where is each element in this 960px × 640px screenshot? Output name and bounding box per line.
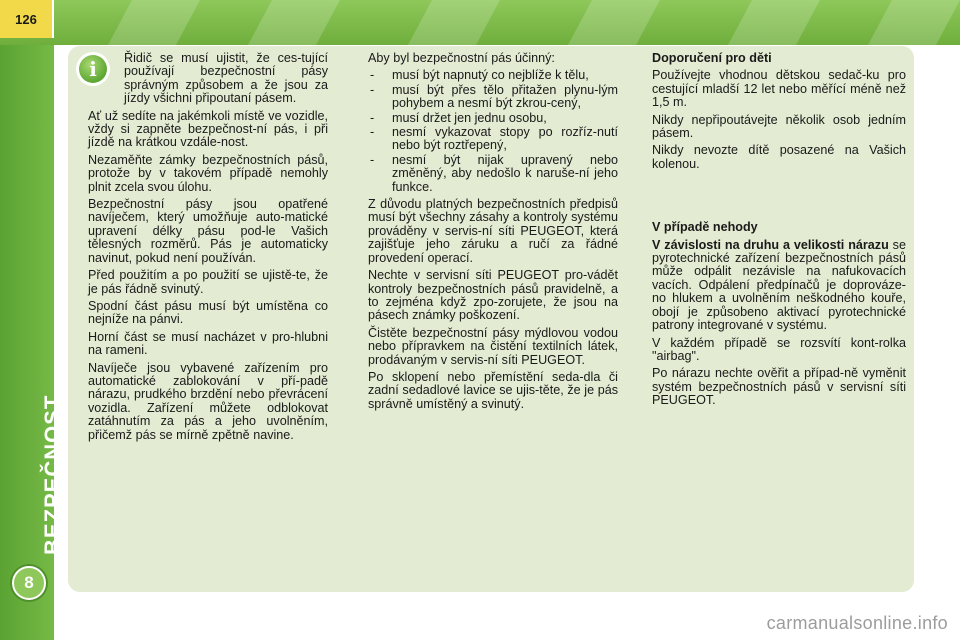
list-item: - nesmí vykazovat stopy po rozříz-nutí nebo být roztřepený, [368, 126, 618, 153]
list-item: - musí být napnutý co nejblíže k tělu, [368, 69, 618, 82]
accident-text: se pyrotechnické zařízení bezpečnostních pásů může odpálit nezávisle na nafukovacích vacích. Odpálení předpínačů je doprováze-no hlukem a uvolněním neškodného kouře, obojí je způsobeno aktivací pyrotechnické patrony integrované v systému. [652, 237, 906, 333]
children-heading: Doporučení pro děti [652, 51, 772, 65]
paragraph: Po nárazu nechte ověřit a případ-ně vyměnit systém bezpečnostních pásů v servisní síti PEUGEOT. [652, 366, 906, 408]
paragraph: Bezpečnostní pásy jsou opatřené navíječem, který umožňuje auto-matické upravení délky pásu pod-le Vašich tělesných rozměrů. Pás je automaticky navinut, pokud není používán. [88, 197, 328, 265]
header-band [0, 0, 960, 45]
paragraph: Navíječe jsou vybavené zařízením pro automatické zablokování v pří-padě nárazu, prudkého brzdění nebo převrácení vozidla. Zařízení můžete odblokovat zatáhnutím za pás a jeho uvolněním, přičemž pás se mírně zpětně navine. [88, 360, 328, 442]
info-icon: i [76, 52, 110, 86]
column-middle [368, 52, 618, 415]
chapter-badge: 8 [12, 566, 46, 600]
paragraph: Horní část se musí nacházet v pro-hlubni na rameni. [88, 329, 328, 358]
paragraph: Z důvodu platných bezpečnostních předpisů musí být všechny zásahy a kontroly systému prováděny v servis-ní síti PEUGEOT, která zajišťuje jeho záruku a ručí za řádné provedení operací. [368, 197, 618, 265]
watermark: carmanualsonline.info [766, 613, 948, 633]
paragraph: Spodní část pásu musí být umístěna co nejníže na pánvi. [88, 298, 328, 327]
header-decoration [551, 0, 670, 45]
paragraph: Nechte v servisní síti PEUGEOT pro-vádět kontroly bezpečnostních pásů pravidelně, a to zejména když zpo-zorujete, že jsou na pásech známky poškození. [368, 268, 618, 323]
accident-bold-lead: V závislosti na druhu a velikosti nárazu [652, 237, 889, 252]
list-item: - musí držet jen jednu osobu, [368, 112, 618, 125]
spacer [652, 175, 906, 221]
section-title: BEZPEČNOST [40, 394, 65, 555]
header-decoration [851, 0, 960, 45]
list-lead: Aby byl bezpečnostní pás účinný: [368, 51, 555, 65]
intro-paragraph: Řidič se musí ujistit, že ces-tující používají bezpečnostní pásy správným způsobem a že jsou za jízdy všichni připoutaní pásem. [124, 51, 328, 106]
header-decoration [231, 0, 350, 45]
paragraph: Ať už sedíte na jakémkoli místě ve vozidle, vždy si zapněte bezpečnost-ní pás, i při jízdě na krátkou vzdále-nost. [88, 108, 328, 150]
paragraph: Nezaměňte zámky bezpečnostních pásů, protože by v takovém případě nemohly plnit zcela svou úlohu. [88, 152, 328, 194]
requirements-list [368, 69, 618, 194]
paragraph: Čistěte bezpečnostní pásy mýdlovou vodou nebo přípravkem na čistění textilních látek, prodávaným v servis-ní síti PEUGEOT. [368, 325, 618, 367]
accident-heading: V případě nehody [652, 220, 758, 235]
header-decoration [711, 0, 830, 45]
column-right [652, 52, 906, 412]
paragraph: Po sklopení nebo přemístění seda-dla či zadní sedadlové lavice se ujis-těte, že je pás správně umístěný a svinutý. [368, 369, 618, 411]
paragraph: V každém případě se rozsvítí kont-rolka "airbag". [652, 335, 906, 363]
column-left [88, 52, 328, 446]
paragraph: Nikdy nepřipoutávejte několik osob jedním pásem. [652, 112, 906, 141]
paragraph: Používejte vhodnou dětskou sedač-ku pro cestující mladší 12 let nebo měřící méně než 1,5 m. [652, 68, 906, 110]
paragraph: Před použitím a po použití se ujistě-te, že je pás řádně svinutý. [88, 268, 328, 296]
header-decoration [91, 0, 210, 45]
header-decoration [391, 0, 510, 45]
list-item: - nesmí být nijak upravený nebo změněný, aby nedošlo k naruše-ní jeho funkce. [368, 154, 618, 194]
accident-paragraph [652, 239, 906, 333]
paragraph: Nikdy nevozte dítě posazené na Vašich kolenou. [652, 143, 906, 171]
list-item: - musí být přes tělo přitažen plynu-lým pohybem a nesmí být zkrou-cený, [368, 84, 618, 111]
page-number: 126 [0, 0, 54, 38]
